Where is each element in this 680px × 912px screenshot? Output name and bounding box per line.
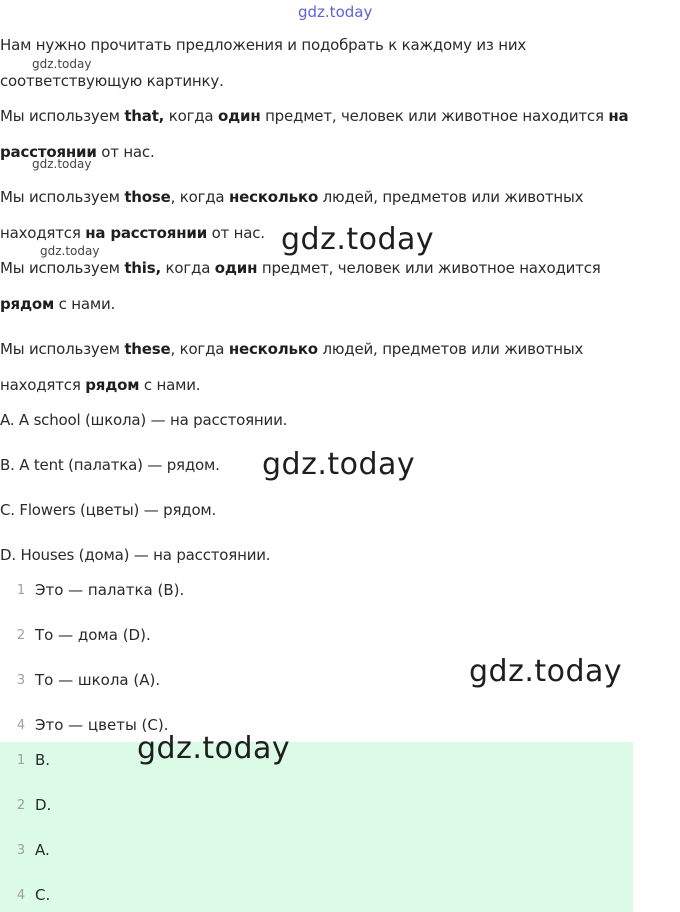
rule-that-line-1: Мы используем that, когда один предмет, человек или животное находится на [0, 107, 629, 125]
sentence-text: То — школа (A). [35, 671, 161, 689]
answer-text: B. [35, 751, 51, 769]
watermark-small-1: gdz.today [32, 57, 92, 71]
answer-text: D. [35, 796, 52, 814]
rule-that-line-2: расстоянии от нас. [0, 143, 155, 161]
answer-number: 4 [16, 888, 26, 903]
answers-block [0, 742, 633, 912]
sentence-number: 2 [16, 628, 26, 643]
sentence-text: Это — цветы (C). [35, 716, 169, 734]
sentence-text: То — дома (D). [35, 626, 151, 644]
answer-number: 2 [16, 798, 26, 813]
picture-b: B. A tent (палатка) — рядом. [0, 456, 220, 474]
rule-this-line-2: рядом с нами. [0, 295, 116, 313]
sentence-number: 4 [16, 718, 26, 733]
picture-d: D. Houses (дома) — на расстоянии. [0, 546, 271, 564]
watermark-big-1: gdz.today [281, 222, 435, 257]
answer-number: 1 [16, 753, 26, 768]
sentence-number: 1 [16, 583, 26, 598]
rule-those-line-1: Мы используем those, когда несколько людей, предметов или животных [0, 188, 584, 206]
answer-text: C. [35, 886, 51, 904]
intro-line-2: соответствующую картинку. [0, 72, 224, 90]
sentence-text: Это — палатка (B). [35, 581, 185, 599]
rule-these-line-2: находятся рядом с нами. [0, 376, 201, 394]
sentence-number: 3 [16, 673, 26, 688]
answer-text: A. [35, 841, 50, 859]
watermark-small-3: gdz.today [40, 244, 100, 258]
picture-a: A. A school (школа) — на расстоянии. [0, 411, 288, 429]
watermark-big-2: gdz.today [262, 447, 416, 482]
rule-those-line-2: находятся на расстоянии от нас. [0, 224, 265, 242]
answer-number: 3 [16, 843, 26, 858]
picture-c: C. Flowers (цветы) — рядом. [0, 501, 217, 519]
intro-line-1: Нам нужно прочитать предложения и подобрать к каждому из них [0, 36, 527, 54]
rule-this-line-1: Мы используем this, когда один предмет, человек или животное находится [0, 259, 601, 277]
watermark-big-4: gdz.today [137, 731, 291, 766]
watermark-big-3: gdz.today [469, 654, 623, 689]
rule-these-line-1: Мы используем these, когда несколько людей, предметов или животных [0, 340, 584, 358]
watermark-small-2: gdz.today [32, 157, 92, 171]
watermark-top: gdz.today [298, 3, 373, 21]
